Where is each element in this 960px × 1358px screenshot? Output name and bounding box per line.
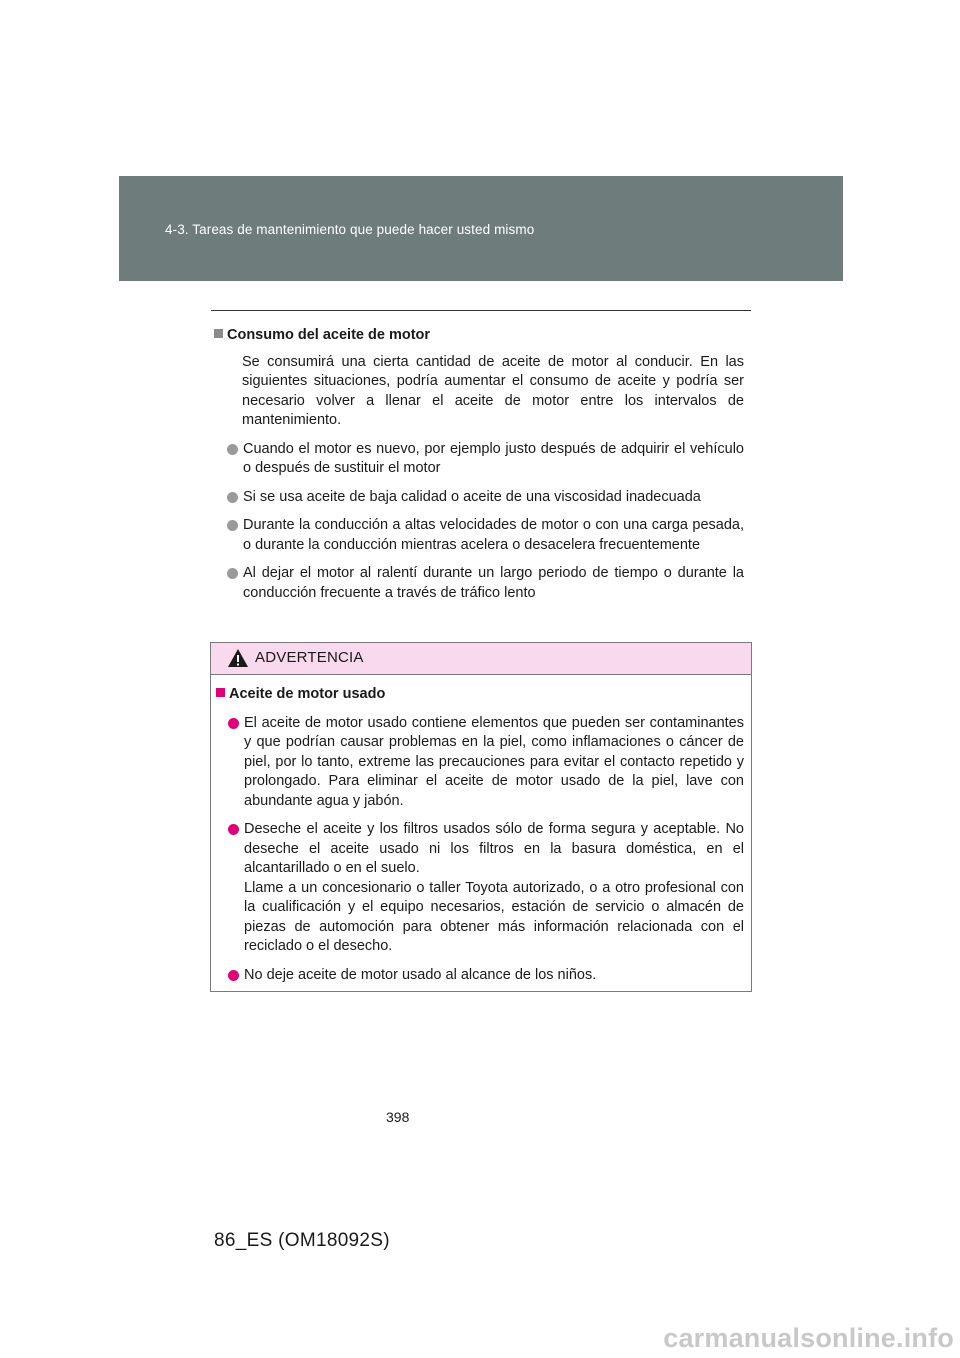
list-item — [244, 820, 744, 957]
list-item-text: Durante la conducción a altas velocidades de motor o con una carga pesada, o durante la conducción mientras acelera o desacelera frecuentemente — [243, 517, 744, 553]
circle-bullet-icon — [227, 492, 238, 503]
list-item-text: El aceite de motor usado contiene elementos que pueden ser contaminantes y que podrían causar problemas en la piel, como inflamaciones o cáncer de piel, por lo tanto, extreme las precauciones para evitar el contacto repetido y prolongado. Para eliminar el aceite de motor usado de la piel, lave con abundante agua y jabón. — [244, 714, 744, 809]
list-item — [244, 714, 744, 812]
list-item — [244, 966, 744, 986]
warning-heading — [216, 685, 744, 705]
list-item-text: Deseche el aceite y los filtros usados sólo de forma segura y aceptable. No deseche el aceite usado ni los filtros en la basura doméstica, en el alcantarillado o en el suelo. — [244, 821, 744, 876]
list-item-text: Si se usa aceite de baja calidad o aceite de una viscosidad inadecuada — [243, 488, 701, 505]
warning-heading-text: Aceite de motor usado — [229, 686, 386, 702]
circle-bullet-icon — [227, 444, 238, 455]
circle-bullet-icon — [228, 718, 239, 729]
list-item — [243, 564, 744, 603]
list-item-text: Al dejar el motor al ralentí durante un largo periodo de tiempo o durante la conducción frecuente a través de tráfico lento — [243, 565, 744, 601]
section-heading-text: Consumo del aceite de motor — [227, 327, 431, 343]
square-bullet-icon — [214, 329, 223, 338]
circle-bullet-icon — [228, 970, 239, 981]
warning-title: ADVERTENCIA — [255, 649, 364, 666]
list-item-text: No deje aceite de motor usado al alcance de los niños. — [244, 966, 597, 983]
document-code: 86_ES (OM18092S) — [214, 1230, 390, 1251]
section-header-band — [119, 176, 843, 281]
divider — [211, 310, 751, 311]
section-paragraph: Se consumirá una cierta cantidad de aceite de motor al conducir. En las siguientes situaciones, podría aumentar el consumo de aceite y podría ser necesario volver a llenar el aceite de motor entre los intervalos de mantenimiento. — [242, 353, 744, 428]
circle-bullet-icon — [228, 824, 239, 835]
oil-consumption-section — [214, 326, 744, 603]
circle-bullet-icon — [227, 568, 238, 579]
section-title: 4-3. Tareas de mantenimiento que puede hacer usted mismo — [165, 222, 535, 237]
warning-box — [210, 642, 752, 992]
list-item — [243, 488, 744, 508]
list-item-continuation: Llame a un concesionario o taller Toyota autorizado, o a otro profesional con la cualificación y el equipo necesarios, estación de servicio o almacén de piezas de automoción para obtener más información relacionada con el reciclado o el desecho. — [244, 879, 744, 954]
list-item-text: Cuando el motor es nuevo, por ejemplo justo después de adquirir el vehículo o después de sustituir el motor — [243, 440, 744, 476]
list-item — [243, 516, 744, 555]
section-heading — [214, 326, 744, 346]
watermark: carmanualsonline.info — [663, 1323, 954, 1353]
square-bullet-icon — [216, 688, 225, 697]
page-number: 398 — [386, 1109, 410, 1125]
list-item — [243, 440, 744, 479]
warning-header — [211, 643, 751, 675]
warning-triangle-icon — [227, 648, 249, 673]
warning-body — [216, 685, 744, 985]
circle-bullet-icon — [227, 520, 238, 531]
